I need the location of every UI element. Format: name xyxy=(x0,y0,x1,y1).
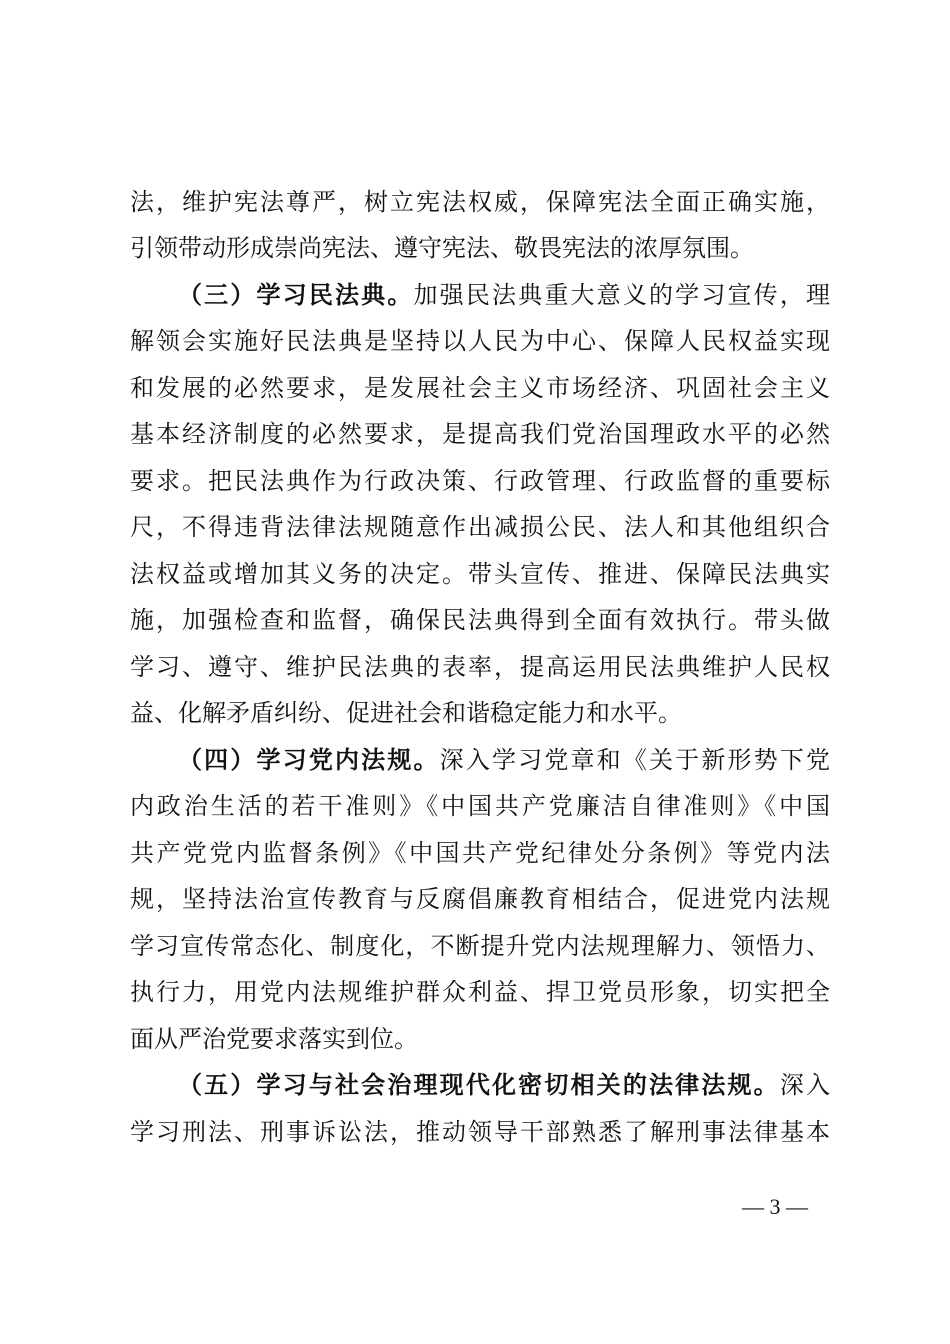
text-run: 深入 xyxy=(779,1071,831,1099)
section-3-heading: （三）学习民法典。 xyxy=(178,280,414,309)
text-line: 法，维护宪法尊严，树立宪法权威，保障宪法全面正确实施， xyxy=(130,188,830,216)
text-line: 学习宣传常态化、制度化，不断提升党内法规理解力、领悟力、 xyxy=(130,932,830,960)
text-line: 共产党党内监督条例》《中国共产党纪律处分条例》等党内法 xyxy=(130,839,830,867)
text-line: 引领带动形成崇尚宪法、遵守宪法、敬畏宪法的浓厚氛围。 xyxy=(130,234,754,262)
section-5-paragraph-start xyxy=(178,1069,830,1101)
section-5-heading: （五）学习与社会治理现代化密切相关的法律法规。 xyxy=(178,1070,780,1099)
text-line: 益、化解矛盾纠纷、促进社会和谐稳定能力和水平。 xyxy=(130,699,682,727)
section-4-heading: （四）学习党内法规。 xyxy=(178,745,440,774)
section-3-paragraph-start xyxy=(178,279,830,311)
text-line: 解领会实施好民法典是坚持以人民为中心、保障人民权益实现 xyxy=(130,327,830,355)
text-line: 执行力，用党内法规维护群众利益、捍卫党员形象，切实把全 xyxy=(130,978,830,1006)
text-line: 内政治生活的若干准则》《中国共产党廉洁自律准则》《中国 xyxy=(130,792,830,820)
text-run: 加强民法典重大意义的学习宣传，理 xyxy=(413,281,830,309)
text-line: 规，坚持法治宣传教育与反腐倡廉教育相结合，促进党内法规 xyxy=(130,885,830,913)
text-line: 施，加强检查和监督，确保民法典得到全面有效执行。带头做 xyxy=(130,606,830,634)
page-number: — 3 — xyxy=(742,1194,808,1219)
text-line: 基本经济制度的必然要求，是提高我们党治国理政水平的必然 xyxy=(130,420,830,448)
text-line: 面从严治党要求落实到位。 xyxy=(130,1025,418,1053)
text-line: 和发展的必然要求，是发展社会主义市场经济、巩固社会主义 xyxy=(130,374,830,402)
section-4-paragraph-start xyxy=(178,744,830,776)
text-line: 学习、遵守、维护民法典的表率，提高运用民法典维护人民权 xyxy=(130,653,830,681)
text-line: 法权益或增加其义务的决定。带头宣传、推进、保障民法典实 xyxy=(130,560,830,588)
text-line: 要求。把民法典作为行政决策、行政管理、行政监督的重要标 xyxy=(130,467,830,495)
text-run: 深入学习党章和《关于新形势下党 xyxy=(439,746,831,774)
text-line: 尺，不得违背法律法规随意作出减损公民、法人和其他组织合 xyxy=(130,513,830,541)
text-line: 学习刑法、刑事诉讼法，推动领导干部熟悉了解刑事法律基本 xyxy=(130,1118,830,1146)
